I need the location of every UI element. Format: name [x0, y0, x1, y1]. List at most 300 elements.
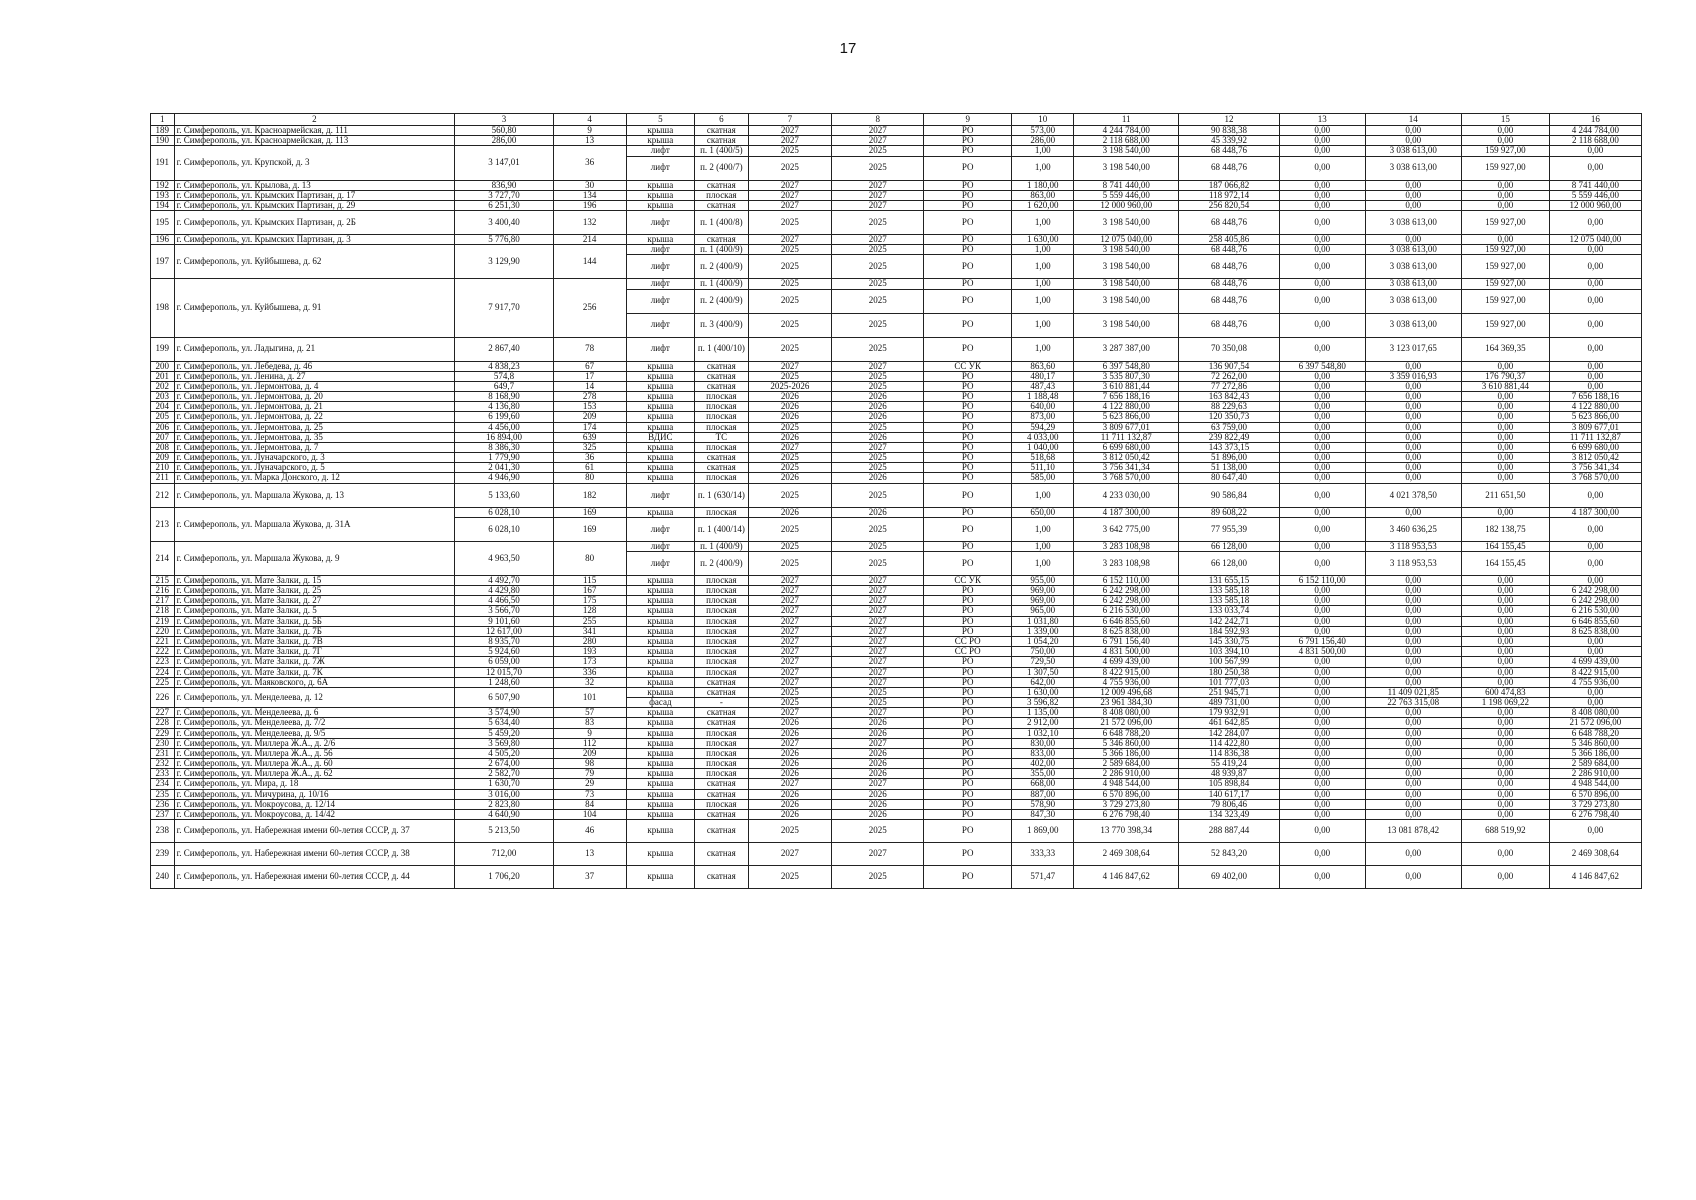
cost-fund: 0,00 [1365, 453, 1461, 463]
volume: 863,00 [1012, 190, 1074, 200]
cost-fund: 0,00 [1365, 647, 1461, 657]
address-cell: г. Симферополь, ул. Лермонтова, д. 4 [174, 381, 455, 391]
cost-region: 0,00 [1549, 381, 1641, 391]
funding-source: РО [924, 657, 1012, 667]
work-type: крыша [626, 799, 695, 809]
specific-cost: 89 608,22 [1179, 507, 1280, 517]
work-type: лифт [626, 211, 695, 235]
cost-fund: 0,00 [1365, 759, 1461, 769]
work-type: крыша [626, 708, 695, 718]
work-type: крыша [626, 412, 695, 422]
cost-fund: 0,00 [1365, 136, 1461, 146]
total-area: 3 727,70 [455, 190, 554, 200]
cost-fund: 3 038 613,00 [1365, 156, 1461, 180]
work-type: крыша [626, 190, 695, 200]
residents-count: 336 [553, 667, 626, 677]
specific-cost: 136 907,54 [1179, 361, 1280, 371]
work-detail: плоская [695, 596, 749, 606]
funding-source: РО [924, 412, 1012, 422]
work-detail: п. 1 (400/8) [695, 211, 749, 235]
cost-owners: 0,00 [1279, 769, 1365, 779]
row-number: 196 [151, 235, 175, 245]
cost-fund: 3 118 953,53 [1365, 541, 1461, 551]
year-plan: 2025 [748, 146, 832, 156]
cost-fund: 11 409 021,85 [1365, 687, 1461, 697]
volume: 847,30 [1012, 809, 1074, 819]
address-cell: г. Симферополь, ул. Менделеева, д. 12 [174, 687, 455, 707]
year-end: 2026 [832, 473, 924, 483]
work-type: крыша [626, 866, 695, 889]
cost-region: 0,00 [1549, 313, 1641, 337]
row-number: 205 [151, 412, 175, 422]
total-cost: 6 216 530,00 [1074, 606, 1179, 616]
cost-owners: 0,00 [1279, 698, 1365, 708]
cost-fund: 0,00 [1365, 190, 1461, 200]
address-cell: г. Симферополь, ул. Миллера Ж.А., д. 60 [174, 759, 455, 769]
cost-owners-share: 0,00 [1461, 606, 1549, 616]
residents-count: 73 [553, 789, 626, 799]
specific-cost: 68 448,76 [1179, 289, 1280, 313]
work-type: крыша [626, 402, 695, 412]
work-type: крыша [626, 126, 695, 136]
total-area: 4 963,50 [455, 541, 554, 575]
total-cost: 23 961 384,30 [1074, 698, 1179, 708]
cost-fund: 0,00 [1365, 866, 1461, 889]
year-end: 2025 [832, 337, 924, 361]
year-plan: 2027 [748, 636, 832, 646]
work-type: крыша [626, 575, 695, 585]
work-detail: п. 2 (400/9) [695, 255, 749, 279]
funding-source: РО [924, 626, 1012, 636]
residents-count: 144 [553, 245, 626, 279]
work-detail: п. 3 (400/9) [695, 313, 749, 337]
volume: 1 339,00 [1012, 626, 1074, 636]
cost-owners-share: 0,00 [1461, 180, 1549, 190]
funding-source: РО [924, 126, 1012, 136]
funding-source: РО [924, 190, 1012, 200]
year-end: 2025 [832, 156, 924, 180]
work-detail: скатная [695, 463, 749, 473]
funding-source: РО [924, 698, 1012, 708]
total-cost: 12 000 960,00 [1074, 200, 1179, 210]
total-area: 286,00 [455, 136, 554, 146]
cost-region: 21 572 096,00 [1549, 718, 1641, 728]
cost-region: 0,00 [1549, 211, 1641, 235]
total-cost: 3 198 540,00 [1074, 245, 1179, 255]
work-detail: п. 2 (400/9) [695, 551, 749, 575]
row-number: 193 [151, 190, 175, 200]
residents-count: 153 [553, 402, 626, 412]
work-type: крыша [626, 392, 695, 402]
cost-region: 3 809 677,01 [1549, 422, 1641, 432]
year-end: 2026 [832, 809, 924, 819]
work-type: крыша [626, 789, 695, 799]
year-end: 2025 [832, 483, 924, 507]
year-plan: 2025 [748, 551, 832, 575]
table-row [151, 657, 1642, 667]
total-cost: 3 198 540,00 [1074, 156, 1179, 180]
work-detail: плоская [695, 402, 749, 412]
specific-cost: 66 128,00 [1179, 551, 1280, 575]
cost-owners-share: 0,00 [1461, 843, 1549, 866]
work-detail: скатная [695, 126, 749, 136]
cost-owners: 0,00 [1279, 422, 1365, 432]
total-cost: 5 346 860,00 [1074, 738, 1179, 748]
funding-source: РО [924, 517, 1012, 541]
volume: 333,33 [1012, 843, 1074, 866]
volume: 1,00 [1012, 211, 1074, 235]
address-cell: г. Симферополь, ул. Миллера Ж.А., д. 62 [174, 769, 455, 779]
cost-owners-share: 0,00 [1461, 616, 1549, 626]
cost-fund: 0,00 [1365, 728, 1461, 738]
volume: 511,10 [1012, 463, 1074, 473]
row-number: 203 [151, 392, 175, 402]
row-number: 206 [151, 422, 175, 432]
work-detail: плоская [695, 616, 749, 626]
cost-owners-share: 182 138,75 [1461, 517, 1549, 541]
address-cell: г. Симферополь, ул. Куйбышева, д. 62 [174, 245, 455, 279]
year-end: 2027 [832, 636, 924, 646]
work-detail: п. 1 (400/10) [695, 337, 749, 361]
row-number: 191 [151, 146, 175, 180]
table-row [151, 718, 1642, 728]
volume: 1,00 [1012, 551, 1074, 575]
cost-owners-share: 0,00 [1461, 759, 1549, 769]
address-cell: г. Симферополь, ул. Мате Залки, д. 5 [174, 606, 455, 616]
table-row [151, 337, 1642, 361]
volume: 2 912,00 [1012, 718, 1074, 728]
address-cell: г. Симферополь, ул. Мате Залки, д. 25 [174, 586, 455, 596]
table-row [151, 647, 1642, 657]
cost-owners-share: 0,00 [1461, 463, 1549, 473]
total-area: 6 059,00 [455, 657, 554, 667]
funding-source: РО [924, 473, 1012, 483]
cost-fund: 0,00 [1365, 626, 1461, 636]
table-row [151, 799, 1642, 809]
address-cell: г. Симферополь, ул. Мате Залки, д. 7Б [174, 626, 455, 636]
year-end: 2025 [832, 453, 924, 463]
specific-cost: 489 731,00 [1179, 698, 1280, 708]
year-plan: 2027 [748, 616, 832, 626]
address-cell: г. Симферополь, ул. Крымских Партизан, д. 3 [174, 235, 455, 245]
address-cell: г. Симферополь, ул. Мате Залки, д. 7Ж [174, 657, 455, 667]
work-type: лифт [626, 245, 695, 255]
work-detail: п. 1 (400/9) [695, 279, 749, 289]
volume: 1 307,50 [1012, 667, 1074, 677]
cost-owners: 0,00 [1279, 687, 1365, 697]
cost-fund: 3 038 613,00 [1365, 313, 1461, 337]
volume: 640,00 [1012, 402, 1074, 412]
work-type: крыша [626, 820, 695, 843]
cost-region: 7 656 188,16 [1549, 392, 1641, 402]
year-end: 2027 [832, 575, 924, 585]
specific-cost: 180 250,38 [1179, 667, 1280, 677]
year-plan: 2025-2026 [748, 381, 832, 391]
volume: 480,17 [1012, 371, 1074, 381]
cost-owners-share: 176 790,37 [1461, 371, 1549, 381]
work-type: лифт [626, 279, 695, 289]
year-end: 2026 [832, 728, 924, 738]
specific-cost: 114 836,38 [1179, 748, 1280, 758]
total-cost: 3 756 341,34 [1074, 463, 1179, 473]
cost-owners-share: 159 927,00 [1461, 289, 1549, 313]
year-plan: 2026 [748, 718, 832, 728]
address-cell: г. Симферополь, ул. Лермонтова, д. 21 [174, 402, 455, 412]
address-cell: г. Симферополь, ул. Крылова, д. 13 [174, 180, 455, 190]
year-end: 2026 [832, 789, 924, 799]
address-cell: г. Симферополь, ул. Набережная имени 60-летия СССР, д. 37 [174, 820, 455, 843]
address-cell: г. Симферополь, ул. Мате Залки, д. 7К [174, 667, 455, 677]
volume: 594,29 [1012, 422, 1074, 432]
specific-cost: 133 033,74 [1179, 606, 1280, 616]
work-detail: плоская [695, 507, 749, 517]
year-plan: 2025 [748, 313, 832, 337]
cost-owners-share: 0,00 [1461, 708, 1549, 718]
total-area: 5 776,80 [455, 235, 554, 245]
total-area: 4 640,90 [455, 809, 554, 819]
total-area: 649,7 [455, 381, 554, 391]
year-plan: 2026 [748, 748, 832, 758]
funding-source: СС РО [924, 636, 1012, 646]
cost-region: 4 948 544,00 [1549, 779, 1641, 789]
total-area: 16 894,00 [455, 432, 554, 442]
work-type: крыша [626, 473, 695, 483]
total-cost: 4 948 544,00 [1074, 779, 1179, 789]
address-cell: г. Симферополь, ул. Мате Залки, д. 7В [174, 636, 455, 646]
total-area: 2 674,00 [455, 759, 554, 769]
residents-count: 112 [553, 738, 626, 748]
total-area: 5 459,20 [455, 728, 554, 738]
cost-owners: 0,00 [1279, 200, 1365, 210]
total-cost: 4 233 030,00 [1074, 483, 1179, 507]
residents-count: 29 [553, 779, 626, 789]
table-row [151, 361, 1642, 371]
total-area: 6 507,90 [455, 687, 554, 707]
funding-source: РО [924, 200, 1012, 210]
residents-count: 169 [553, 507, 626, 517]
year-plan: 2026 [748, 769, 832, 779]
address-cell: г. Симферополь, ул. Менделеева, д. 9/5 [174, 728, 455, 738]
specific-cost: 70 350,08 [1179, 337, 1280, 361]
residents-count: 84 [553, 799, 626, 809]
work-detail: скатная [695, 866, 749, 889]
year-plan: 2026 [748, 412, 832, 422]
page-number: 17 [839, 40, 857, 57]
cost-owners: 6 152 110,00 [1279, 575, 1365, 585]
volume: 955,00 [1012, 575, 1074, 585]
work-detail: скатная [695, 708, 749, 718]
cost-fund: 0,00 [1365, 708, 1461, 718]
year-plan: 2026 [748, 728, 832, 738]
residents-count: 104 [553, 809, 626, 819]
funding-source: РО [924, 507, 1012, 517]
year-plan: 2025 [748, 422, 832, 432]
total-cost: 6 152 110,00 [1074, 575, 1179, 585]
funding-source: РО [924, 422, 1012, 432]
table-row [151, 687, 1642, 697]
cost-region: 8 408 080,00 [1549, 708, 1641, 718]
year-plan: 2027 [748, 843, 832, 866]
residents-count: 36 [553, 146, 626, 180]
cost-owners-share: 164 369,35 [1461, 337, 1549, 361]
residents-count: 134 [553, 190, 626, 200]
work-type: крыша [626, 616, 695, 626]
funding-source: РО [924, 779, 1012, 789]
table-row [151, 748, 1642, 758]
table-row [151, 738, 1642, 748]
cost-owners: 0,00 [1279, 586, 1365, 596]
total-cost: 3 198 540,00 [1074, 211, 1179, 235]
cost-owners: 0,00 [1279, 371, 1365, 381]
row-number: 190 [151, 136, 175, 146]
cost-owners-share: 0,00 [1461, 392, 1549, 402]
address-cell: г. Симферополь, ул. Лермонтова, д. 35 [174, 432, 455, 442]
year-end: 2027 [832, 190, 924, 200]
funding-source: РО [924, 789, 1012, 799]
funding-source: РО [924, 235, 1012, 245]
work-detail: п. 1 (400/5) [695, 146, 749, 156]
cost-owners: 0,00 [1279, 596, 1365, 606]
cost-fund: 0,00 [1365, 473, 1461, 483]
cost-region: 5 366 186,00 [1549, 748, 1641, 758]
total-area: 836,90 [455, 180, 554, 190]
specific-cost: 118 972,14 [1179, 190, 1280, 200]
address-cell: г. Симферополь, ул. Крупской, д. 3 [174, 146, 455, 180]
specific-cost: 68 448,76 [1179, 211, 1280, 235]
specific-cost: 55 419,24 [1179, 759, 1280, 769]
year-end: 2025 [832, 255, 924, 279]
cost-region: 2 469 308,64 [1549, 843, 1641, 866]
row-number: 195 [151, 211, 175, 235]
table-row [151, 759, 1642, 769]
cost-owners: 0,00 [1279, 748, 1365, 758]
year-end: 2025 [832, 551, 924, 575]
work-detail: плоская [695, 190, 749, 200]
cost-owners: 0,00 [1279, 728, 1365, 738]
cost-region: 0,00 [1549, 687, 1641, 697]
cost-owners: 0,00 [1279, 235, 1365, 245]
work-detail: скатная [695, 200, 749, 210]
cost-owners: 0,00 [1279, 156, 1365, 180]
year-end: 2027 [832, 677, 924, 687]
row-number: 239 [151, 843, 175, 866]
cost-fund: 3 038 613,00 [1365, 211, 1461, 235]
specific-cost: 63 759,00 [1179, 422, 1280, 432]
volume: 650,00 [1012, 507, 1074, 517]
year-end: 2027 [832, 596, 924, 606]
funding-source: РО [924, 453, 1012, 463]
residents-count: 79 [553, 769, 626, 779]
year-end: 2025 [832, 289, 924, 313]
cost-owners: 0,00 [1279, 392, 1365, 402]
work-detail: п. 2 (400/7) [695, 156, 749, 180]
work-detail: - [695, 698, 749, 708]
cost-fund: 13 081 878,42 [1365, 820, 1461, 843]
total-area: 5 213,50 [455, 820, 554, 843]
table-row [151, 820, 1642, 843]
total-area: 3 566,70 [455, 606, 554, 616]
row-number: 209 [151, 453, 175, 463]
cost-owners: 4 831 500,00 [1279, 647, 1365, 657]
funding-source: РО [924, 392, 1012, 402]
row-number: 189 [151, 126, 175, 136]
funding-source: СС РО [924, 647, 1012, 657]
total-cost: 2 469 308,64 [1074, 843, 1179, 866]
volume: 863,60 [1012, 361, 1074, 371]
cost-fund: 0,00 [1365, 422, 1461, 432]
year-end: 2026 [832, 507, 924, 517]
year-end: 2027 [832, 626, 924, 636]
total-cost: 3 198 540,00 [1074, 313, 1179, 337]
residents-count: 193 [553, 647, 626, 657]
cost-owners-share: 159 927,00 [1461, 156, 1549, 180]
work-detail: плоская [695, 759, 749, 769]
cost-region: 0,00 [1549, 371, 1641, 381]
cost-fund: 0,00 [1365, 432, 1461, 442]
total-area: 4 456,00 [455, 422, 554, 432]
residents-count: 167 [553, 586, 626, 596]
cost-region: 6 699 680,00 [1549, 442, 1641, 452]
table-row [151, 596, 1642, 606]
row-number: 210 [151, 463, 175, 473]
work-type: лифт [626, 551, 695, 575]
address-cell: г. Симферополь, ул. Мате Залки, д. 15 [174, 575, 455, 585]
funding-source: РО [924, 769, 1012, 779]
table-row [151, 636, 1642, 646]
column-number: 3 [455, 114, 554, 126]
cost-owners: 0,00 [1279, 616, 1365, 626]
volume: 1 630,00 [1012, 687, 1074, 697]
cost-owners-share: 0,00 [1461, 190, 1549, 200]
table-row [151, 235, 1642, 245]
work-detail: плоская [695, 647, 749, 657]
row-number: 237 [151, 809, 175, 819]
cost-region: 0,00 [1549, 279, 1641, 289]
cost-region: 6 646 855,60 [1549, 616, 1641, 626]
row-number: 225 [151, 677, 175, 687]
volume: 1 040,00 [1012, 442, 1074, 452]
row-number: 234 [151, 779, 175, 789]
cost-fund: 0,00 [1365, 381, 1461, 391]
work-type: крыша [626, 453, 695, 463]
table-row [151, 126, 1642, 136]
row-number: 211 [151, 473, 175, 483]
address-cell: г. Симферополь, ул. Луначарского, д. 5 [174, 463, 455, 473]
cost-region: 3 768 570,00 [1549, 473, 1641, 483]
volume: 1 620,00 [1012, 200, 1074, 210]
column-number: 12 [1179, 114, 1280, 126]
work-detail: скатная [695, 789, 749, 799]
volume: 487,43 [1012, 381, 1074, 391]
address-cell: г. Симферополь, ул. Набережная имени 60-летия СССР, д. 38 [174, 843, 455, 866]
funding-source: РО [924, 371, 1012, 381]
total-area: 1 630,70 [455, 779, 554, 789]
funding-source: РО [924, 687, 1012, 697]
specific-cost: 68 448,76 [1179, 313, 1280, 337]
specific-cost: 143 373,15 [1179, 442, 1280, 452]
funding-source: РО [924, 866, 1012, 889]
table-row [151, 136, 1642, 146]
address-cell: г. Симферополь, ул. Крымских Партизан, д. 17 [174, 190, 455, 200]
volume: 355,00 [1012, 769, 1074, 779]
row-number: 233 [151, 769, 175, 779]
cost-owners-share: 0,00 [1461, 728, 1549, 738]
cost-owners-share: 600 474,83 [1461, 687, 1549, 697]
cost-region: 4 755 936,00 [1549, 677, 1641, 687]
row-number: 240 [151, 866, 175, 889]
address-cell: г. Симферополь, ул. Мира, д. 18 [174, 779, 455, 789]
address-cell: г. Симферополь, ул. Мате Залки, д. 7Г [174, 647, 455, 657]
